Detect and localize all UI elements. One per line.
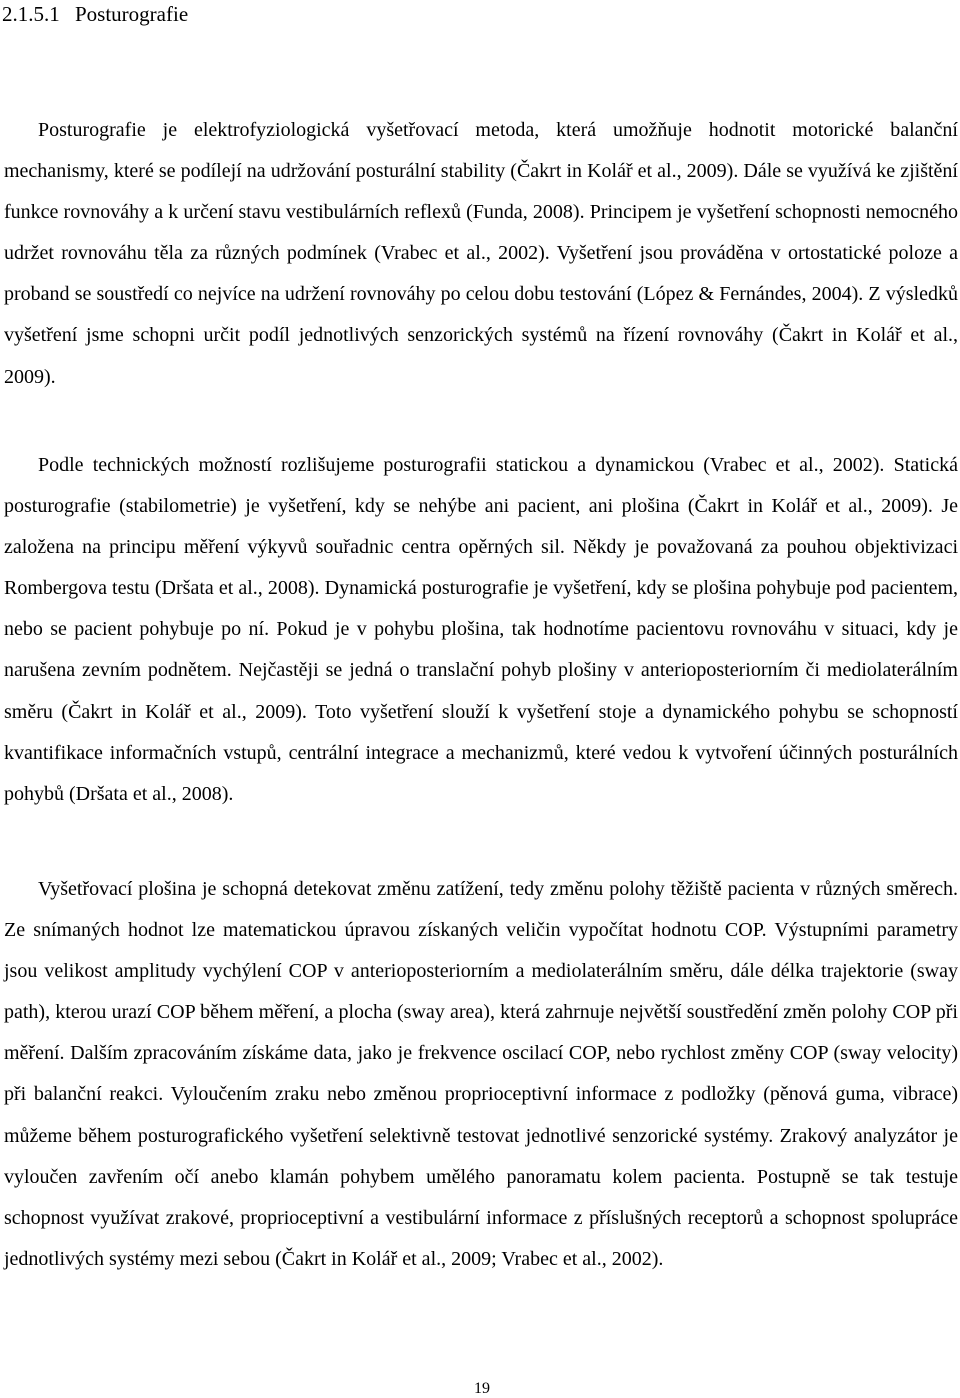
page-number: 19 — [474, 1380, 490, 1397]
paragraph-static-dynamic: Podle technických možností rozlišujeme posturografii statickou a dynamickou (Vrabec et al., 2002). Statická posturografie (stabilometrie) je vyšetření, kdy se nehýbe ani pacient, ani plošina (Čakrt in Kolář et al., 2009). Je založena na principu měření výkyvů souřadnic centra opěrných sil. Někdy je považovaná za pouhou objektivizaci Rombergova testu (Dršata et al., 2008). Dynamická posturografie je vyšetření, kdy se plošina pohybuje pod pacientem, nebo se pacient pohybuje po ní. Pokud je v pohybu plošina, tak hodnotíme pacientovu rovnováhu v situaci, kdy je narušena zevním podnětem. Nejčastěji se jedná o translační pohyb plošiny v anterioposteriorním či mediolaterálním směru (Čakrt in Kolář et al., 2009). Toto vyšetření slouží k vyšetření stoje a dynamického pohybu se schopností kvantifikace informačních vstupů, centrální integrace a mechanizmů, které vedou k vytvoření účinných posturálních pohybů (Dršata et al., 2008). — [4, 454, 958, 805]
section-heading — [2, 2, 188, 26]
paragraph-posturography-definition: Posturografie je elektrofyziologická vyšetřovací metoda, která umožňuje hodnotit motorické balanční mechanismy, které se podílejí na udržování posturální stability (Čakrt in Kolář et al., 2009). Dále se využívá ke zjištění funkce rovnováhy a k určení stavu vestibulárních reflexů (Funda, 2008). Principem je vyšetření schopnosti nemocného udržet rovnováhu těla za různých podmínek (Vrabec et al., 2002). Vyšetření jsou prováděna v ortostatické poloze a proband se soustředí co nejvíce na udržení rovnováhy po celou dobu testování (López & Fernándes, 2004). Z výsledků vyšetření jsme schopni určit podíl jednotlivých senzorických systémů na řízení rovnováhy (Čakrt in Kolář et al., 2009). — [4, 119, 958, 388]
section-title: Posturografie — [75, 2, 189, 26]
section-number: 2.1.5.1 — [2, 2, 60, 26]
paragraph-platform-parameters: Vyšetřovací plošina je schopná detekovat změnu zatížení, tedy změnu polohy těžiště pacienta v různých směrech. Ze snímaných hodnot lze matematickou úpravou získaných veličin vypočítat hodnotu COP. Výstupními parametry jsou velikost amplitudy vychýlení COP v anterioposteriorním a mediolaterálním směru, dále délka trajektorie (sway path), kterou urazí COP během měření, a plocha (sway area), která zahrnuje největší soustředění změn polohy COP při měření. Dalším zpracováním získáme data, jako je frekvence oscilací COP, nebo rychlost změny COP (sway velocity) při balanční reakci. Vyloučením zraku nebo změnou proprioceptivní informace z podložky (pěnová guma, vibrace) můžeme během posturografického vyšetření selektivně testovat jednotlivé senzorické systémy. Zrakový analyzátor je vyloučen zavřením očí anebo klamán pohybem umělého panoramatu kolem pacienta. Postupně se tak testuje schopnost využívat zrakové, proprioceptivní a vestibulární informace z příslušných receptorů a schopnost spolupráce jednotlivých systémy mezi sebou (Čakrt in Kolář et al., 2009; Vrabec et al., 2002). — [4, 878, 958, 1270]
